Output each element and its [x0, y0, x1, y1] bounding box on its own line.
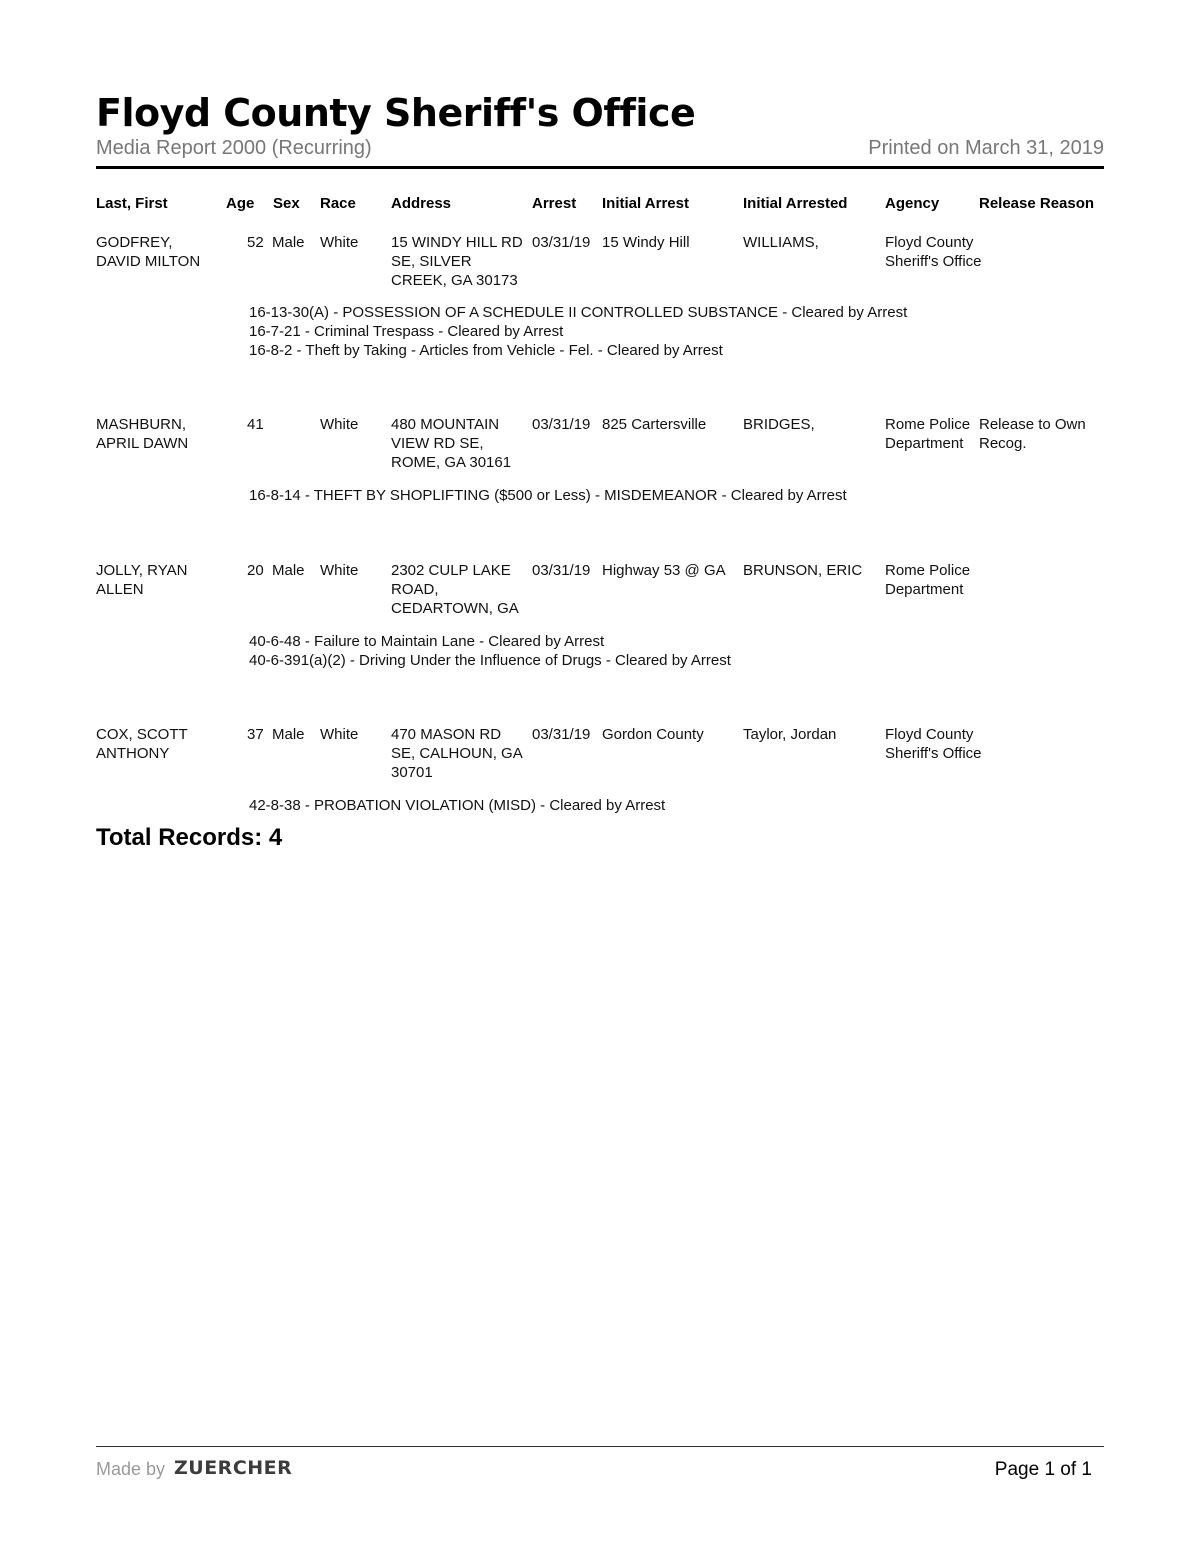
- record-charge: 16-7-21 - Criminal Trespass - Cleared by Arrest: [249, 323, 564, 340]
- record-initial-arrested: BRIDGES,: [743, 416, 815, 433]
- record-name: COX, SCOTT ANTHONY: [96, 726, 188, 762]
- record-race: White: [320, 562, 359, 579]
- record-agency: Floyd County Sheriff's Office: [885, 726, 982, 762]
- made-by-label: Made by: [96, 1459, 166, 1479]
- record-sex: Male: [272, 562, 305, 579]
- record-initial-arrested: WILLIAMS,: [743, 234, 819, 251]
- record-age: 20: [247, 562, 264, 579]
- record-address: 480 MOUNTAIN VIEW RD SE, ROME, GA 30161: [391, 416, 512, 471]
- record-sex: Male: [272, 726, 305, 743]
- column-header-arrest: Arrest: [532, 195, 577, 212]
- column-header-release-reason: Release Reason: [979, 195, 1095, 212]
- column-header-agency: Agency: [885, 195, 940, 212]
- column-header-race: Race: [320, 195, 356, 212]
- record-release-reason: Release to Own Recog.: [979, 416, 1086, 452]
- column-header-last-first: Last, First: [96, 195, 168, 212]
- column-header-sex: Sex: [273, 195, 300, 212]
- record-arrest-date: 03/31/19: [532, 416, 591, 433]
- record-name: MASHBURN, APRIL DAWN: [96, 416, 189, 452]
- record-race: White: [320, 726, 359, 743]
- zuercher-logo: ZUERCHER: [174, 1457, 293, 1479]
- record-charge: 40-6-391(a)(2) - Driving Under the Influence of Drugs - Cleared by Arrest: [249, 652, 731, 669]
- record-charge: 42-8-38 - PROBATION VIOLATION (MISD) - Cleared by Arrest: [249, 797, 666, 814]
- record-address: 2302 CULP LAKE ROAD, CEDARTOWN, GA: [391, 562, 519, 617]
- record-age: 52: [247, 234, 264, 251]
- record-initial-arrested: BRUNSON, ERIC: [743, 562, 863, 579]
- record-race: White: [320, 234, 359, 251]
- record-arrest-date: 03/31/19: [532, 562, 591, 579]
- footer-divider: [96, 1446, 1104, 1447]
- record-age: 37: [247, 726, 264, 743]
- record-agency: Rome Police Department: [885, 562, 971, 598]
- record-arrest-date: 03/31/19: [532, 726, 591, 743]
- page-number: Page 1 of 1: [994, 1459, 1092, 1480]
- record-charge: 40-6-48 - Failure to Maintain Lane - Cleared by Arrest: [249, 633, 605, 650]
- title-divider: [96, 166, 1104, 169]
- record-initial-arrested: Taylor, Jordan: [743, 726, 837, 743]
- record-address: 15 WINDY HILL RD SE, SILVER CREEK, GA 30173: [391, 234, 523, 289]
- column-header-initial-arrested: Initial Arrested: [743, 195, 848, 212]
- page-title: Floyd County Sheriff's Office: [96, 91, 696, 135]
- total-records: Total Records: 4: [96, 824, 283, 851]
- record-initial-arrest: 15 Windy Hill: [602, 234, 690, 251]
- record-name: JOLLY, RYAN ALLEN: [96, 562, 188, 598]
- record-arrest-date: 03/31/19: [532, 234, 591, 251]
- printed-date: Printed on March 31, 2019: [868, 137, 1104, 159]
- column-header-initial-arrest: Initial Arrest: [602, 195, 689, 212]
- record-agency: Floyd County Sheriff's Office: [885, 234, 982, 270]
- report-name: Media Report 2000 (Recurring): [96, 137, 372, 159]
- record-initial-arrest: Gordon County: [602, 726, 704, 743]
- record-initial-arrest: Highway 53 @ GA: [602, 562, 726, 579]
- record-sex: Male: [272, 234, 305, 251]
- record-race: White: [320, 416, 359, 433]
- column-header-age: Age: [226, 195, 255, 212]
- record-charge: 16-8-2 - Theft by Taking - Articles from Vehicle - Fel. - Cleared by Arrest: [249, 342, 723, 359]
- record-initial-arrest: 825 Cartersville: [602, 416, 707, 433]
- record-agency: Rome Police Department: [885, 416, 971, 452]
- column-header-address: Address: [391, 195, 452, 212]
- record-age: 41: [247, 416, 264, 433]
- record-charge: 16-13-30(A) - POSSESSION OF A SCHEDULE II CONTROLLED SUBSTANCE - Cleared by Arrest: [249, 304, 908, 321]
- record-charge: 16-8-14 - THEFT BY SHOPLIFTING ($500 or Less) - MISDEMEANOR - Cleared by Arrest: [249, 487, 847, 504]
- record-name: GODFREY, DAVID MILTON: [96, 234, 201, 270]
- record-address: 470 MASON RD SE, CALHOUN, GA 30701: [391, 726, 523, 781]
